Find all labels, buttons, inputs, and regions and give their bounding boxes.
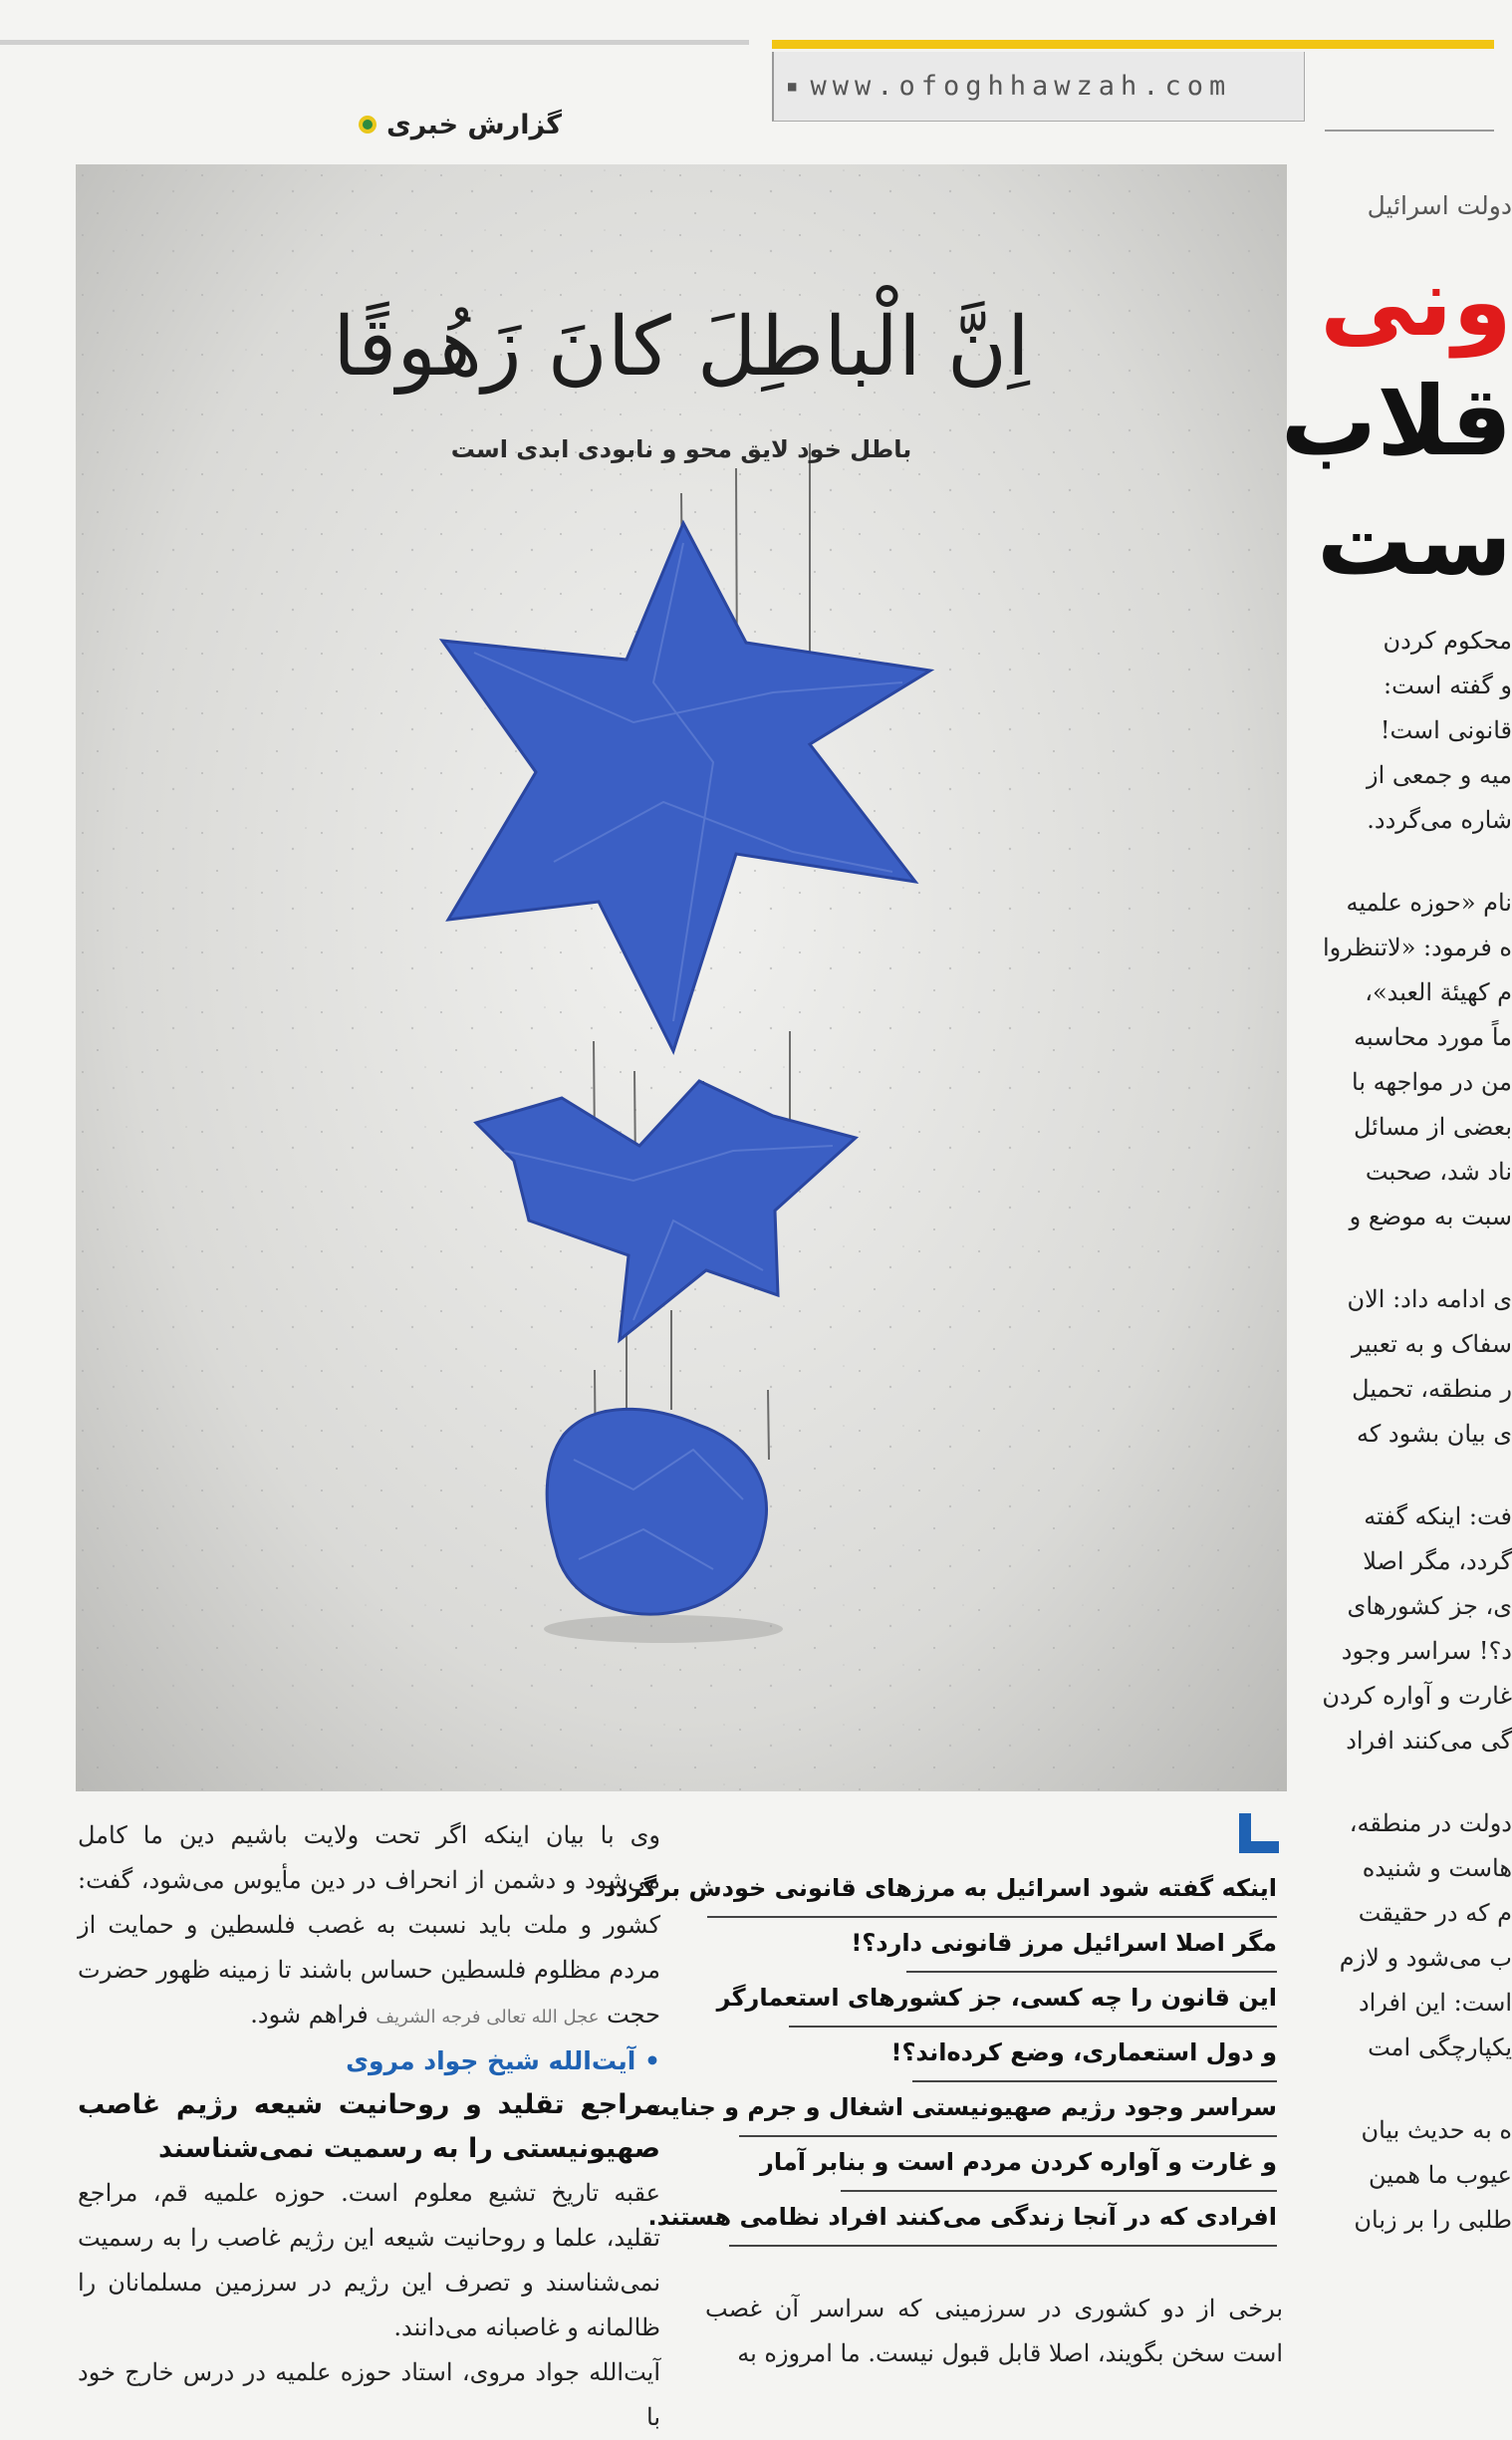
headline-line-1: ونی xyxy=(1320,246,1512,358)
poster-verse: اِنَّ الْباطِلَ كانَ زَهُوقًا xyxy=(333,300,1030,395)
section-label xyxy=(359,100,618,149)
pull-quote xyxy=(603,1863,1277,2247)
text-line: عیوب ما همین xyxy=(1368,2161,1512,2189)
text-line: ناد شد، صحبت xyxy=(1365,1158,1512,1186)
text-line: گی می‌کنند افراد xyxy=(1346,1727,1512,1755)
text-line: یکپارچگی امت xyxy=(1368,2033,1512,2061)
right-paragraph-4 xyxy=(994,1494,1512,1763)
middle-column-text xyxy=(705,2287,1283,2376)
speaker-name xyxy=(78,2039,660,2083)
text-line: غارت و آواره کردن xyxy=(1322,1682,1512,1710)
quote-line: و غارت و آواره کردن مردم است و بنابر آمار xyxy=(841,2137,1277,2192)
text-line: بعضی از مسائل xyxy=(1353,1113,1512,1141)
text-line: محکوم کردن xyxy=(1383,627,1512,655)
paragraph-text: وی با بیان اینکه اگر تحت ولایت باشیم دین ما کامل می‌شود و دشمن از انحراف در دین مأیوس می‌شود، گفت: کشور و ملت باید نسبت به غصب فلسطین و حمایت از مردم مظلوم فلسطین حساس باشند تا زمینه ظهور حضرت حجت xyxy=(78,1821,660,2029)
text-line: ر منطقه، تحمیل xyxy=(1352,1375,1512,1403)
text-line: م که در حقیقت xyxy=(1358,1899,1512,1927)
honorific-seal: عجل الله تعالی فرجه الشریف xyxy=(376,2007,600,2028)
text-line: شاره می‌گردد. xyxy=(1367,806,1512,834)
text-line: میه و جمعی از xyxy=(1367,761,1512,789)
quote-line: و دول استعماری، وضع کرده‌اند؟! xyxy=(912,2028,1277,2082)
headline-line-2: قلاب xyxy=(1280,366,1512,477)
right-paragraph-1 xyxy=(994,619,1512,843)
middle-paragraph: برخی از دو کشوری در سرزمینی که سراسر آن غصب است سخن بگویند، اصلا قابل قبول نیست. ما امروزه به xyxy=(705,2295,1283,2367)
quote-line: افرادی که در آنجا زندگی می‌کنند افراد نظامی هستند. xyxy=(729,2192,1277,2247)
text-line: ی بیان بشود که xyxy=(1357,1420,1512,1448)
text-line: ی، جز کشورهای xyxy=(1347,1592,1512,1620)
text-line: ه فرمود: «لاتنظروا xyxy=(1322,934,1512,961)
website-url-box xyxy=(772,52,1305,122)
text-line: نام «حوزه علمیه xyxy=(1346,889,1512,917)
left-article-column xyxy=(78,1813,660,2440)
top-accent-rule xyxy=(772,40,1494,49)
text-line: ه به حدیث بیان xyxy=(1361,2116,1512,2144)
poster-caption: باطل خود لایق محو و نابودی ابدی است xyxy=(450,435,912,463)
circle-bullet-icon xyxy=(359,116,377,134)
text-line: گردد، مگر اصلا xyxy=(1363,1547,1512,1575)
text-line: دولت در منطقه، xyxy=(1349,1809,1512,1837)
bullet-icon: • xyxy=(635,2046,660,2075)
headline-line-3: ست xyxy=(1316,485,1512,597)
speaker-name-text: آیت‌الله شیخ جواد مروی xyxy=(346,2046,636,2075)
text-line: و گفته است: xyxy=(1384,672,1512,699)
right-article-column xyxy=(1280,179,1512,2406)
website-url: www.ofoghhawzah.com xyxy=(810,71,1232,102)
text-line: هاست و شنیده xyxy=(1362,1854,1512,1882)
square-bullet-icon: ■ xyxy=(788,78,803,95)
left-paragraph-1 xyxy=(78,1813,660,2039)
text-line: است: این افراد xyxy=(1358,1989,1512,2017)
quote-corner-icon xyxy=(1239,1813,1279,1853)
section-label-text: گزارش خبری xyxy=(386,109,562,140)
quote-line: این قانون را چه کسی، جز کشورهای استعمارگر xyxy=(789,1973,1277,2028)
text-line: سفاک و به تعبیر xyxy=(1351,1330,1512,1358)
right-paragraph-3 xyxy=(994,1277,1512,1457)
text-line: قانونی است! xyxy=(1380,716,1512,744)
text-line: ب می‌شود و لازم xyxy=(1339,1944,1512,1972)
right-paragraph-2 xyxy=(994,881,1512,1239)
text-line: ی ادامه داد: الان xyxy=(1347,1285,1512,1313)
article-kicker: دولت اسرائیل xyxy=(1367,191,1512,220)
quote-line: اینکه گفته شود اسرائیل به مرزهای قانونی خودش برگردد xyxy=(707,1863,1277,1918)
left-paragraph-2: عقبه تاریخ تشیع معلوم است. حوزه علمیه قم، مراجع تقلید، علما و روحانیت شیعه این رژیم غاصب را به رسمیت نمی‌شناسند و تصرف این رژیم در سرزمین مسلمانان را ظالمانه و غاصبانه می‌دانند. xyxy=(78,2179,660,2341)
left-paragraph-3: آیت‌الله جواد مروی، استاد حوزه علمیه در درس خارج خود با xyxy=(78,2358,660,2431)
right-header-rule xyxy=(1325,130,1494,132)
text-line: طلبی را بر زبان xyxy=(1354,2206,1512,2234)
quote-line: سراسر وجود رژیم صهیونیستی اشغال و جرم و جنایت xyxy=(739,2082,1277,2137)
text-line: سبت به موضع و xyxy=(1349,1203,1512,1230)
text-line: من در مواجهه با xyxy=(1352,1068,1512,1096)
paper-ball-shadow xyxy=(544,1615,783,1643)
text-line: م کهیئة العبد»، xyxy=(1365,978,1512,1006)
top-left-rule xyxy=(0,40,749,45)
text-line: ماً مورد محاسبه xyxy=(1354,1023,1512,1051)
quote-line: مگر اصلا اسرائیل مرز قانونی دارد؟! xyxy=(906,1918,1277,1973)
paragraph-text-end: فراهم شود. xyxy=(250,2001,369,2029)
text-line: د؟! سراسر وجود xyxy=(1341,1637,1512,1665)
subheading: مراجع تقلید و روحانیت شیعه رژیم غاصب صهیونیستی را به رسمیت نمی‌شناسند xyxy=(78,2089,660,2164)
text-line: فت: اینکه گفته xyxy=(1364,1502,1512,1530)
